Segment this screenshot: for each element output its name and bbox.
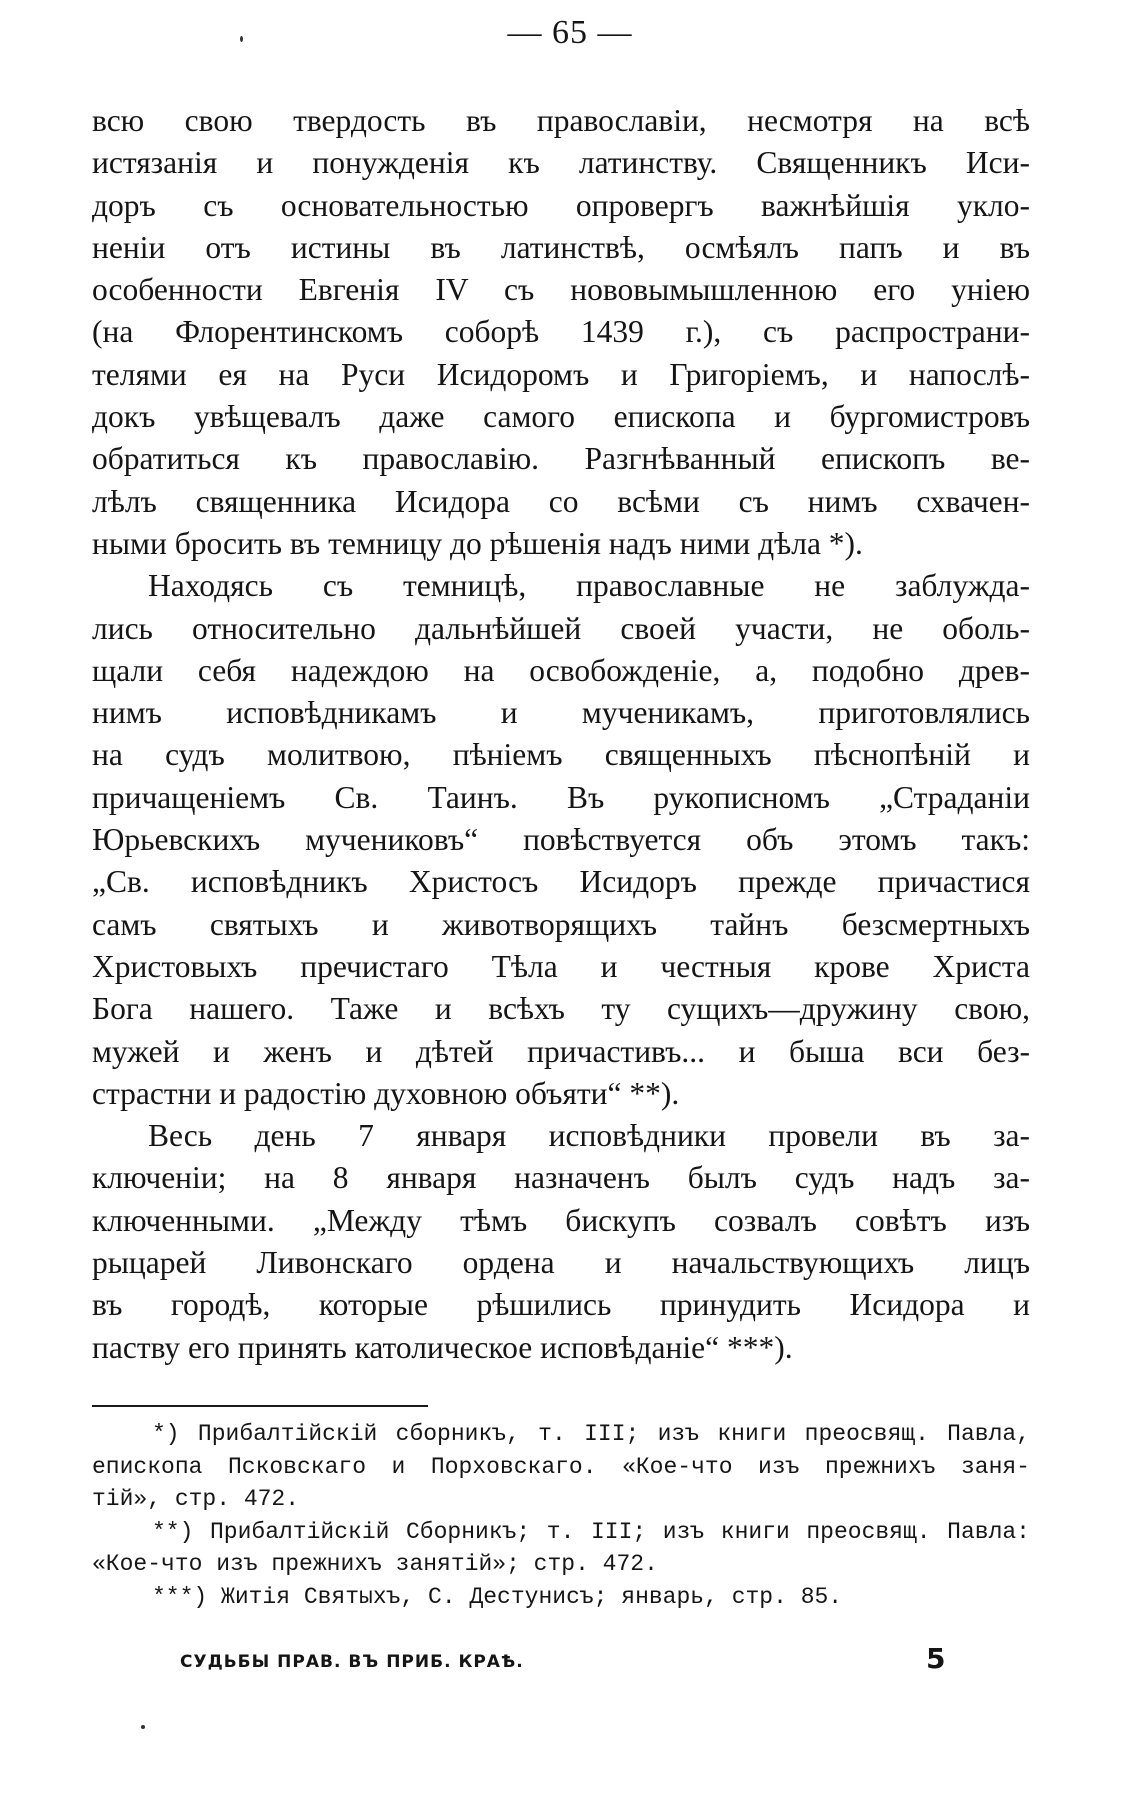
text-line: на судъ молитвою, пѣніемъ священныхъ пѣснопѣній и	[92, 737, 1030, 773]
text-line: ключеніи; на 8 января назначенъ былъ судъ надъ за-	[92, 1160, 1030, 1196]
footnote-line: *) Прибалтійскій сборникъ, т. III; изъ книги преосвящ. Павла,	[152, 1421, 1030, 1447]
text-line: особенности Евгенія IV съ нововымышленною его уніею	[92, 272, 1030, 308]
footnote-divider	[92, 1405, 428, 1407]
page-number: — 65 —	[507, 14, 633, 51]
text-line: самъ святыхъ и животворящихъ тайнъ безсмертныхъ	[92, 906, 1030, 942]
text-line: всю свою твердость въ православіи, несмотря на всѣ	[92, 103, 1030, 138]
footnote-line: епископа Псковскаго и Порховскаго. «Кое-что изъ прежнихъ заня-	[92, 1453, 1030, 1480]
text-line: Весь день 7 января исповѣдники провели въ за-	[148, 1118, 1030, 1154]
text-line: „Св. исповѣдникъ Христосъ Исидоръ прежде причастися	[92, 864, 1030, 900]
footnote-line: ***) Житія Святыхъ, С. Дестунисъ; январь, стр. 85.	[152, 1583, 843, 1610]
text-line: щали себя надеждою на освобожденіе, а, подобно древ-	[92, 652, 1030, 688]
paragraph-3	[92, 1115, 1030, 1369]
footnote-1	[92, 1418, 1030, 1516]
text-line: мужей и женъ и дѣтей причастивъ... и быша вси без-	[92, 1033, 1030, 1069]
text-line: лѣлъ священника Исидора со всѣми съ нимъ схвачен-	[92, 483, 1030, 519]
text-line: докъ увѣщевалъ даже самого епископа и бургомистровъ	[92, 399, 1030, 435]
text-line: Христовыхъ пречистаго Тѣла и честныя крове Христа	[92, 948, 1030, 984]
printer-signature: СУДЬБЫ ПРАВ. ВЪ ПРИБ. КРАѢ.	[180, 1652, 524, 1672]
text-line: истязанія и понужденія къ латинству. Священникъ Иси-	[92, 145, 1030, 181]
text-line: неніи отъ истины въ латинствѣ, осмѣялъ папъ и въ	[92, 229, 1030, 265]
text-line: доръ съ основательностью опровергъ важнѣйшія укло-	[92, 187, 1030, 223]
text-line: паству его принять католическое исповѣданіе“ ***).	[92, 1329, 793, 1365]
main-text	[92, 100, 1030, 1369]
text-line: страстни и радостію духовною объяти“ **).	[92, 1075, 680, 1111]
text-line: Находясь съ темницѣ, православные не заблужда-	[148, 568, 1030, 604]
text-line: лись относительно дальнѣйшей своей участи, не оболь-	[92, 610, 1030, 646]
paragraph-2	[92, 565, 1030, 1115]
text-line: причащеніемъ Св. Таинъ. Въ рукописномъ „Страданіи	[92, 779, 1030, 815]
text-line: обратиться къ православію. Разгнѣванный епископъ ве-	[92, 441, 1030, 477]
footnote-3	[92, 1581, 1030, 1614]
print-speck	[141, 1725, 145, 1729]
text-line: (на Флорентинскомъ соборѣ 1439 г.), съ распространи-	[92, 314, 1030, 350]
sheet-number: 5	[926, 1642, 946, 1675]
text-line: ключенными. „Между тѣмъ бискупъ созвалъ совѣтъ изъ	[92, 1202, 1030, 1238]
text-line: Юрьевскихъ мучениковъ“ повѣствуется объ этомъ такъ:	[92, 822, 1030, 858]
paragraph-1	[92, 100, 1030, 565]
footnotes	[92, 1418, 1030, 1613]
text-line: телями ея на Руси Исидоромъ и Григоріемъ, и напослѣ-	[92, 356, 1030, 392]
text-line: Бога нашего. Таже и всѣхъ ту сущихъ—дружину свою,	[92, 991, 1030, 1027]
footnote-2	[92, 1516, 1030, 1581]
text-line: ными бросить въ темницу до рѣшенія надъ ними дѣла *).	[92, 525, 863, 561]
footnote-line: тій», стр. 472.	[92, 1486, 300, 1512]
print-speck	[240, 36, 243, 42]
text-line: рыцарей Ливонскаго ордена и начальствующихъ лицъ	[92, 1245, 1030, 1281]
footnote-line: **) Прибалтійскій Сборникъ; т. III; изъ книги преосвящ. Павла:	[152, 1518, 1030, 1545]
text-line: нимъ исповѣдникамъ и мученикамъ, приготовлялись	[92, 695, 1030, 731]
text-line: въ городѣ, которые рѣшились принудить Исидора и	[92, 1287, 1030, 1323]
footnote-line: «Кое-что изъ прежнихъ занятій»; стр. 472.	[92, 1551, 658, 1577]
